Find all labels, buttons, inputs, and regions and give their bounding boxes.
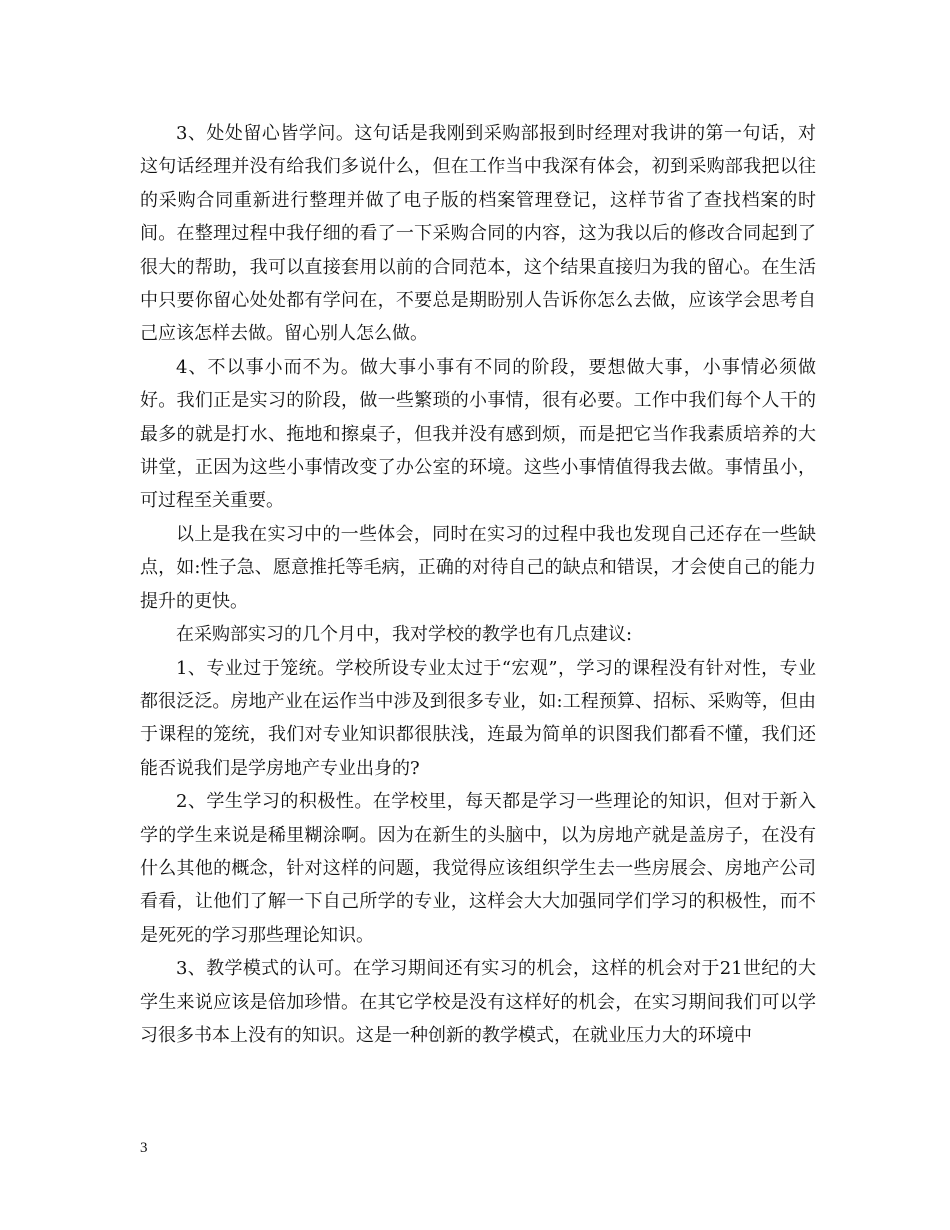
- paragraph-suggestion-3: 3、教学模式的认可。在学习期间还有实习的机会，这样的机会对于21世纪的大学生来说应该是倍加珍惜。在其它学校是没有这样好的机会，在实习期间我们可以学习很多书本上没有的知识。这是一种创新的教学模式，在就业压力大的环境中: [140, 958, 816, 1046]
- body-text: [140, 117, 816, 1052]
- paragraph-suggestion-1: 1、专业过于笼统。学校所设专业太过于“宏观”，学习的课程没有针对性，专业都很泛泛。房地产业在运作当中涉及到很多专业，如:工程预算、招标、采购等，但由于课程的笼统，我们对专业知识都很肤浅，连最为简单的识图我们都看不懂，我们还能否说我们是学房地产专业出身的?: [140, 657, 816, 779]
- paragraph-point-3-attentiveness: 3、处处留心皆学问。这句话是我刚到采购部报到时经理对我讲的第一句话，对这句话经理并没有给我们多说什么，但在工作当中我深有体会，初到采购部我把以往的采购合同重新进行整理并做了电子版的档案管理登记，这样节省了查找档案的时间。在整理过程中我仔细的看了一下采购合同的内容，这为我以后的修改合同起到了很大的帮助，我可以直接套用以前的合同范本，这个结果直接归为我的留心。在生活中只要你留心处处都有学问在，不要总是期盼别人告诉你怎么去做，应该学会思考自己应该怎样去做。留心别人怎么做。: [140, 123, 816, 345]
- paragraph-suggestions-intro: 在采购部实习的几个月中，我对学校的教学也有几点建议:: [176, 624, 633, 646]
- page-number: 3: [140, 1140, 148, 1156]
- paragraph-suggestion-2: 2、学生学习的积极性。在学校里，每天都是学习一些理论的知识，但对于新入学的学生来说是稀里糊涂啊。因为在新生的头脑中，以为房地产就是盖房子，在没有什么其他的概念，针对这样的问题，我觉得应该组织学生去一些房展会、房地产公司看看，让他们了解一下自己所学的专业，这样会大大加强同学们学习的积极性，而不是死死的学习那些理论知识。: [140, 791, 816, 946]
- paragraph-self-reflection: 以上是我在实习中的一些体会，同时在实习的过程中我也发现自己还存在一些缺点，如:性子急、愿意推托等毛病，正确的对待自己的缺点和错误，才会使自己的能力提升的更快。: [140, 523, 816, 612]
- paragraph-point-4-small-things: 4、不以事小而不为。做大事小事有不同的阶段，要想做大事，小事情必须做好。我们正是实习的阶段，做一些繁琐的小事情，很有必要。工作中我们每个人干的最多的就是打水、拖地和擦桌子，但我并没有感到烦，而是把它当作我素质培养的大讲堂，正因为这些小事情改变了办公室的环境。这些小事情值得我去做。事情虽小，可过程至关重要。: [140, 356, 816, 512]
